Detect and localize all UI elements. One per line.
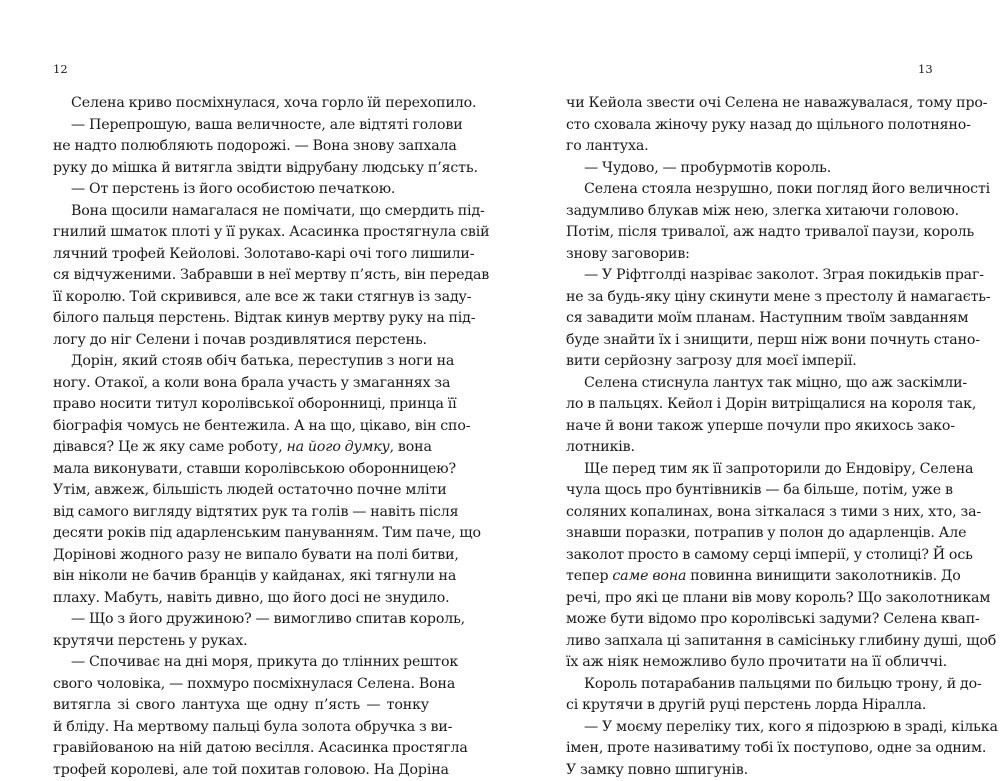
text-line: її королю. Той скривився, але все ж таки стягнув із заду-: [53, 287, 429, 309]
text-line: чи Кейола звести очі Селена не наважувалася, тому про-: [566, 93, 942, 115]
text-line: він ніколи не бачив бранців у кайданах, які тягнули на: [53, 566, 429, 588]
text-line: — От перстень із його особистою печаткою.: [53, 179, 429, 201]
text-line: тепер саме вона повинна винищити заколотників. До: [566, 566, 942, 588]
text-line: задумливо блукав між нею, злегка хитаючи головою.: [566, 201, 942, 223]
text-line: Король потарабанив пальцями по бильцю трону, й до-: [566, 674, 942, 696]
text-line: — Спочиває на дні моря, прикута до тлінних решток: [53, 652, 429, 674]
text-line: Вона щосили намагалася не помічати, що смердить під-: [53, 201, 429, 223]
text-line: — У моєму переліку тих, кого я підозрюю в зраді, кілька: [566, 717, 942, 739]
text-line: Селена криво посміхнулася, хоча горло їй перехопило.: [53, 93, 429, 115]
text-line: вити серйозну загрозу для моєї імперії.: [566, 351, 942, 373]
text-line: логу до ніг Селени і почав роздивлятися перстень.: [53, 330, 429, 352]
text-line: біографія чомусь не бентежила. А на що, цікаво, він спо-: [53, 416, 429, 438]
text-line: ся завадити моїм планам. Наступним твоїм завданням: [566, 308, 942, 330]
text-line: чула щось про бунтівників — ба більше, потім, уже в: [566, 480, 942, 502]
text-line: — У Ріфтголді назріває заколот. Зграя покидьків праг-: [566, 265, 942, 287]
text-line: го лантуха.: [566, 136, 942, 158]
text-line: може бути відомо про королівські задуми? Селена квап-: [566, 609, 942, 631]
text-line: свого чоловіка, — похмуро посміхнулася Селена. Вона: [53, 674, 429, 696]
text-line: витягла зі свого лантуха ще одну п’ясть — тонку: [53, 695, 429, 717]
text-line: імен, проте називатиму тобі їх поступово, одне за одним.: [566, 738, 942, 760]
text-line: мала виконувати, ставши королівською оборонницею?: [53, 459, 429, 481]
text-line: гнилий шматок плоті у її руках. Асасинка простягнула свій: [53, 222, 429, 244]
text-line: право носити титул королівської оборонниці, принца її: [53, 394, 429, 416]
text-line: десяти років під адарленським пануванням. Тим паче, що: [53, 523, 429, 545]
text-line: ся відчуженими. Забравши в неї мертву п’ясть, він передав: [53, 265, 429, 287]
right-page-text: [566, 93, 942, 781]
text-line: Ще перед тим як її запроторили до Ендовіру, Селена: [566, 459, 942, 481]
text-line: наче й вони також уперше почули про якихось зако-: [566, 416, 942, 438]
text-line: заколот просто в самому серці імперії, у столиці? Й ось: [566, 545, 942, 567]
text-line: Дорінові жодного разу не випало бувати на полі битви,: [53, 545, 429, 567]
text-line: не надто полюбляють подорожі. — Вона знову запхала: [53, 136, 429, 158]
text-line: речі, про які це плани вів мову король? Що заколотникам: [566, 588, 942, 610]
italic-phrase: на його думку: [286, 439, 389, 455]
text-line: дівався? Це ж яку саме роботу, на його думку, вона: [53, 437, 429, 459]
text-line: від самого вигляду відтятих рук та голів — навіть після: [53, 502, 429, 524]
text-line: крутячи перстень у руках.: [53, 631, 429, 653]
text-line: ногу. Отакої, а коли вона брала участь у змаганнях за: [53, 373, 429, 395]
text-line: Селена стиснула лантух так міцно, що аж заскімли-: [566, 373, 942, 395]
text-line: — Що з його дружиною? — вимогливо спитав король,: [53, 609, 429, 631]
text-line: гравійованою на ній датою весілля. Асасинка простягла: [53, 738, 429, 760]
text-line: плаху. Мабуть, навіть дивно, що його досі не знудило.: [53, 588, 429, 610]
text-line: не за будь-яку ціну скинути мене з престолу й намагаєть-: [566, 287, 942, 309]
text-line: Селена стояла незрушно, поки погляд його величності: [566, 179, 942, 201]
italic-phrase: саме вона: [612, 568, 686, 584]
text-line: ливо запхала ці запитання в самісіньку глибину душі, щоб: [566, 631, 942, 653]
text-line: — Перепрошую, ваша величносте, але відтяті голови: [53, 115, 429, 137]
text-line: руку до мішка й витягла звідти відрубану людську п’ясть.: [53, 158, 429, 180]
text-line: лотників.: [566, 437, 942, 459]
text-line: лячний трофей Кейоловi. Золотаво-карі очі того лишили-: [53, 244, 429, 266]
text-line: ло в пальцях. Кейол і Дорін витріщалися на короля так,: [566, 394, 942, 416]
text-line: Дорін, який стояв обіч батька, переступив з ноги на: [53, 351, 429, 373]
text-line: сі крутячи в другій руці перстень лорда Ніралла.: [566, 695, 942, 717]
left-page-text: [53, 93, 429, 781]
text-line: білого пальця перстень. Відтак кинув мертву руку на під-: [53, 308, 429, 330]
text-line: знавши поразки, потрапив у полон до адарленців. Але: [566, 523, 942, 545]
text-line: їх аж ніяк неможливо було прочитати на її обличчі.: [566, 652, 942, 674]
text-line: сто сховала жіночу руку назад до щільного полотняно-: [566, 115, 942, 137]
text-line: соляних копалинах, вона зіткалася з тими з них, хто, за-: [566, 502, 942, 524]
text-line: знову заговорив:: [566, 244, 942, 266]
text-line: трофей королеві, але той похитав головою. На Доріна: [53, 760, 429, 781]
text-line: Утім, авжеж, більшість людей остаточно почне мліти: [53, 480, 429, 502]
text-line: Потім, після тривалої, аж надто тривалої паузи, король: [566, 222, 942, 244]
page-number-right: 13: [918, 62, 933, 76]
right-page: [500, 0, 1000, 764]
text-line: У замку повно шпигунів.: [566, 760, 942, 781]
text-line: й бліду. На мертвому пальці була золота обручка з ви-: [53, 717, 429, 739]
left-page: [0, 0, 500, 764]
text-line: — Чудово, — пробурмотів король.: [566, 158, 942, 180]
text-line: буде знайти їх і знищити, перш ніж вони почнуть стано-: [566, 330, 942, 352]
page-number-left: 12: [53, 62, 68, 76]
